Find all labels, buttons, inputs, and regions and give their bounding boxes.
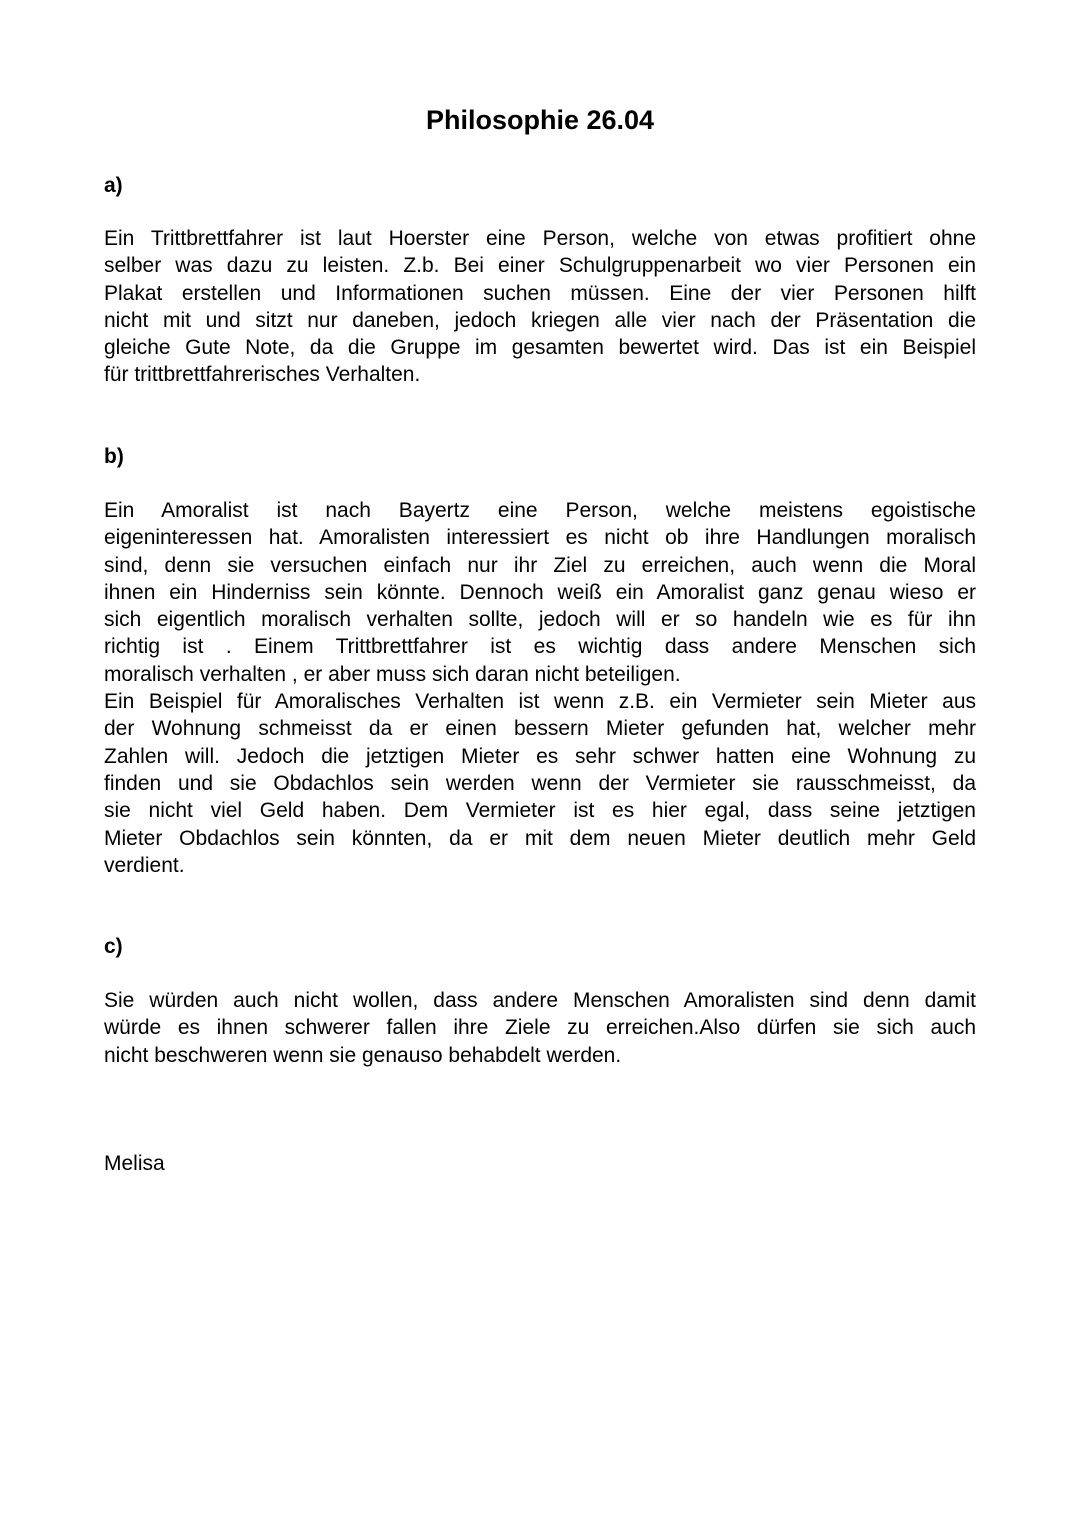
paragraph-line: selber was dazu zu leisten. Z.b. Bei einer Schulgruppenarbeit wo vier Personen ein <box>104 254 976 278</box>
paragraph-line: gleiche Gute Note, da die Gruppe im gesamten bewertet wird. Das ist ein Beispiel <box>104 336 976 360</box>
paragraph-line: Ein Trittbrettfahrer ist laut Hoerster eine Person, welche von etwas profitiert ohne <box>104 227 976 250</box>
paragraph-line: finden und sie Obdachlos sein werden wenn der Vermieter sie rausschmeisst, da <box>104 771 976 795</box>
paragraph-line: Ein Amoralist ist nach Bayertz eine Person, welche meistens egoistische <box>104 499 976 522</box>
paragraph-line: sich eigentlich moralisch verhalten sollte, jedoch will er so handeln wie es für ihn <box>104 608 976 632</box>
section-c-paragraph <box>104 987 976 1069</box>
section-c-heading: c) <box>104 935 123 958</box>
paragraph-line: sind, denn sie versuchen einfach nur ihr Ziel zu erreichen, auch wenn die Moral <box>104 553 976 577</box>
paragraph-line: verdient. <box>104 853 185 877</box>
paragraph-line: nicht beschweren wenn sie genauso behabdelt werden. <box>104 1043 622 1067</box>
page-title: Philosophie 26.04 <box>425 105 655 135</box>
paragraph-line: Mieter Obdachlos sein könnten, da er mit dem neuen Mieter deutlich mehr Geld <box>104 826 976 850</box>
section-b-paragraph <box>104 497 976 879</box>
paragraph-line: ihnen ein Hinderniss sein könnte. Dennoch weiß ein Amoralist ganz genau wieso er <box>104 580 976 604</box>
paragraph-line: eigeninteressen hat. Amoralisten interessiert es nicht ob ihre Handlungen moralisch <box>104 526 976 550</box>
paragraph-line: würde es ihnen schwerer fallen ihre Ziele zu erreichen.Also dürfen sie sich auch <box>104 1016 976 1040</box>
paragraph-line: Sie würden auch nicht wollen, dass andere Menschen Amoralisten sind denn damit <box>104 989 976 1012</box>
section-b-heading: b) <box>104 445 124 468</box>
paragraph-line: Zahlen will. Jedoch die jetztigen Mieter es sehr schwer hatten eine Wohnung zu <box>104 744 976 768</box>
section-a-heading: a) <box>104 174 123 197</box>
paragraph-line: richtig ist . Einem Trittbrettfahrer ist es wichtig dass andere Menschen sich <box>104 635 976 659</box>
paragraph-line: für trittbrettfahrerisches Verhalten. <box>104 363 421 387</box>
paragraph-line: nicht mit und sitzt nur daneben, jedoch kriegen alle vier nach der Präsentation die <box>104 308 976 332</box>
section-a-paragraph <box>104 225 976 389</box>
paragraph-line: Ein Beispiel für Amoralisches Verhalten ist wenn z.B. ein Vermieter sein Mieter aus <box>104 690 976 714</box>
paragraph-line: Plakat erstellen und Informationen suchen müssen. Eine der vier Personen hilft <box>104 281 976 305</box>
paragraph-line: der Wohnung schmeisst da er einen bessern Mieter gefunden hat, welcher mehr <box>104 717 976 741</box>
author-signature: Melisa <box>104 1152 165 1175</box>
paragraph-line: moralisch verhalten , er aber muss sich daran nicht beteiligen. <box>104 662 681 686</box>
paragraph-line: sie nicht viel Geld haben. Dem Vermieter ist es hier egal, dass seine jetztigen <box>104 799 976 823</box>
